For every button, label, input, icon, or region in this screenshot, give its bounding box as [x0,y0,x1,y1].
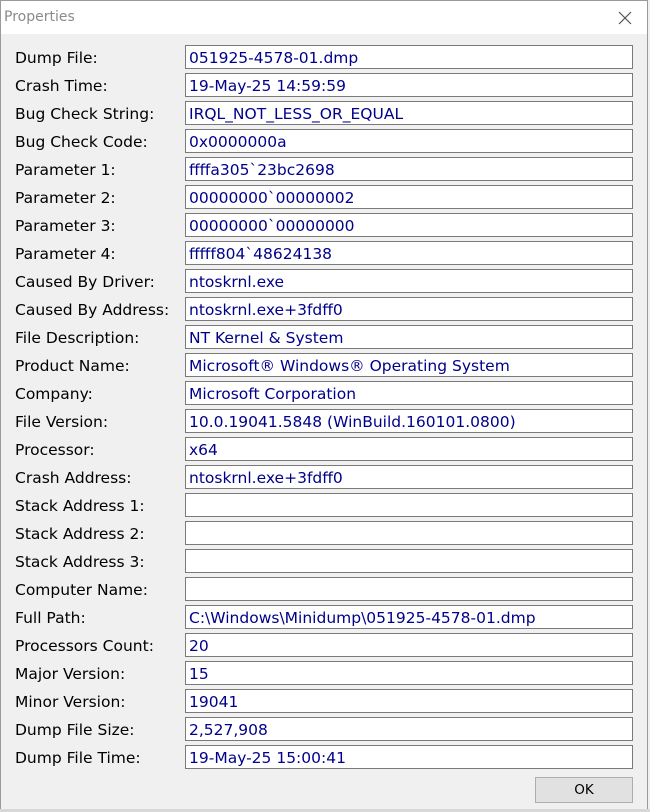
property-value-field[interactable] [185,745,633,769]
property-label: Dump File: [15,49,98,67]
property-value-field[interactable] [185,465,633,489]
property-row [1,269,647,295]
property-value-field[interactable] [185,661,633,685]
property-row [1,185,647,211]
close-icon [618,11,632,25]
property-value: 00000000`00000002 [189,189,355,207]
property-row [1,213,647,239]
property-value-field[interactable] [185,101,633,125]
property-value-field[interactable] [185,521,633,545]
property-value: 20 [189,637,209,655]
property-value-field[interactable] [185,297,633,321]
property-row [1,353,647,379]
property-row [1,745,647,771]
property-row [1,409,647,435]
property-value-field[interactable] [185,353,633,377]
property-value: IRQL_NOT_LESS_OR_EQUAL [189,105,404,123]
property-value: C:\Windows\Minidump\051925-4578-01.dmp [189,609,536,627]
close-button[interactable] [603,1,647,34]
property-value: 2,527,908 [189,721,268,739]
property-value-field[interactable] [185,73,633,97]
property-label: Minor Version: [15,693,126,711]
property-label: Caused By Address: [15,301,170,319]
property-value: ffffa305`23bc2698 [189,161,335,179]
property-label: Dump File Size: [15,721,135,739]
property-value-field[interactable] [185,549,633,573]
property-label: Bug Check Code: [15,133,148,151]
property-value: ntoskrnl.exe+3fdff0 [189,469,343,487]
property-value: Microsoft® Windows® Operating System [189,357,510,375]
property-row [1,325,647,351]
property-value: Microsoft Corporation [189,385,357,403]
property-value-field[interactable] [185,717,633,741]
property-row [1,521,647,547]
property-label: Caused By Driver: [15,273,155,291]
property-label: Stack Address 3: [15,553,145,571]
property-value-field[interactable] [185,213,633,237]
property-row [1,101,647,127]
property-label: File Version: [15,413,109,431]
property-value: 19041 [189,693,239,711]
property-row [1,73,647,99]
property-value: 15 [189,665,209,683]
property-value-field[interactable] [185,157,633,181]
property-row [1,633,647,659]
property-value-field[interactable] [185,633,633,657]
property-label: Dump File Time: [15,749,141,767]
property-value-field[interactable] [185,45,633,69]
property-label: Full Path: [15,609,86,627]
property-row [1,465,647,491]
property-value: 19-May-25 14:59:59 [189,77,346,95]
property-value-field[interactable] [185,689,633,713]
property-value: 051925-4578-01.dmp [189,49,359,67]
property-value-field[interactable] [185,493,633,517]
window-title: Properties [4,9,75,25]
property-value: 00000000`00000000 [189,217,355,235]
property-row [1,661,647,687]
property-value: fffff804`48624138 [189,245,333,263]
property-value-field[interactable] [185,381,633,405]
property-value: NT Kernel & System [189,329,344,347]
property-label: Stack Address 2: [15,525,145,543]
property-value-field[interactable] [185,241,633,265]
property-value: 10.0.19041.5848 (WinBuild.160101.0800) [189,413,516,431]
property-label: Major Version: [15,665,126,683]
ok-button[interactable]: OK [535,777,633,803]
property-row [1,493,647,519]
property-value: 0x0000000a [189,133,287,151]
property-label: Parameter 4: [15,245,116,263]
property-value-field[interactable] [185,605,633,629]
property-row [1,689,647,715]
property-label: Processors Count: [15,637,154,655]
property-value-field[interactable] [185,129,633,153]
property-label: Company: [15,385,93,403]
property-value: x64 [189,441,218,459]
property-label: Parameter 1: [15,161,116,179]
property-label: Parameter 2: [15,189,116,207]
property-label: Stack Address 1: [15,497,145,515]
property-label: Computer Name: [15,581,148,599]
property-row [1,437,647,463]
property-label: Crash Time: [15,77,108,95]
property-value: ntoskrnl.exe [189,273,285,291]
property-label: Product Name: [15,357,130,375]
property-value-field[interactable] [185,185,633,209]
property-value: ntoskrnl.exe+3fdff0 [189,301,343,319]
title-bar [1,1,647,34]
property-row [1,241,647,267]
property-label: Bug Check String: [15,105,155,123]
property-row [1,45,647,71]
property-value: 19-May-25 15:00:41 [189,749,346,767]
property-row [1,605,647,631]
property-label: File Description: [15,329,140,347]
property-label: Parameter 3: [15,217,116,235]
property-label: Crash Address: [15,469,132,487]
property-row [1,381,647,407]
property-row [1,129,647,155]
property-value-field[interactable] [185,409,633,433]
property-label: Processor: [15,441,95,459]
property-value-field[interactable] [185,325,633,349]
property-row [1,157,647,183]
property-row [1,577,647,603]
property-row [1,549,647,575]
property-value-field[interactable] [185,269,633,293]
property-value-field[interactable] [185,437,633,461]
property-value-field[interactable] [185,577,633,601]
property-row [1,717,647,743]
property-row [1,297,647,323]
